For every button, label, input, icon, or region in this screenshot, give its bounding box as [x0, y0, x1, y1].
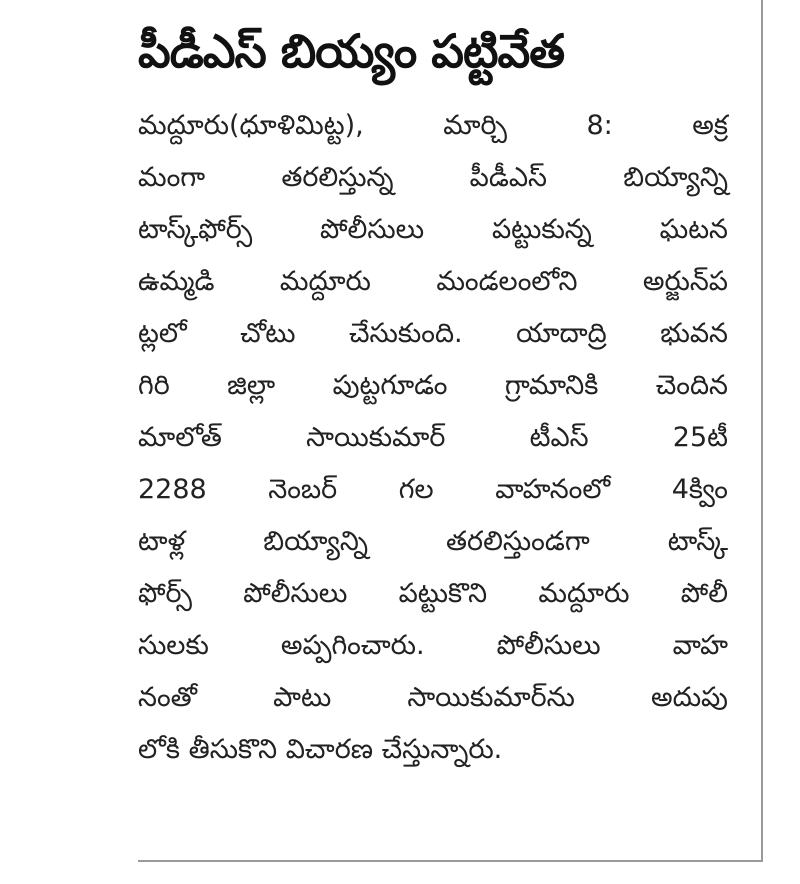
column-divider-bottom — [138, 860, 763, 862]
column-divider-right — [761, 0, 763, 862]
news-article — [138, 16, 728, 776]
article-line: టాస్క్‌ఫోర్స్ పోలీసులు పట్టుకున్న ఘటన — [138, 214, 728, 245]
article-line: ఫోర్స్ పోలీసులు పట్టుకొని మద్దూరు పోలీ — [138, 578, 728, 609]
article-line: నంతో పాటు సాయికుమార్‌ను అదుపు — [138, 682, 728, 713]
article-line: గిరి జిల్లా పుట్టగూడం గ్రామానికి చెందిన — [138, 370, 728, 401]
article-line: మాలోత్ సాయికుమార్ టీఎస్ 25టీ — [138, 422, 728, 453]
article-headline: పీడీఎస్ బియ్యం పట్టివేత — [138, 24, 564, 78]
article-line: ట్లలో చోటు చేసుకుంది. యాదాద్రి భువన — [138, 318, 728, 349]
article-line: ఉమ్మడి మద్దూరు మండలంలోని అర్జున్‌ప — [138, 266, 728, 297]
article-line: సులకు అప్పగించారు. పోలీసులు వాహ — [138, 630, 728, 661]
article-line: మద్దూరు(ధూళిమిట్ట), మార్చి 8: అక్ర — [138, 110, 728, 141]
article-line: 2288 నెంబర్ గల వాహనంలో 4క్విం — [138, 474, 728, 505]
article-line: లోకి తీసుకొని విచారణ చేస్తున్నారు. — [138, 734, 503, 765]
article-line: టాళ్ల బియ్యాన్ని తరలిస్తుండగా టాస్క్ — [138, 526, 728, 557]
article-line: మంగా తరలిస్తున్న పీడీఎస్ బియ్యాన్ని — [138, 162, 728, 193]
article-body — [138, 100, 728, 776]
